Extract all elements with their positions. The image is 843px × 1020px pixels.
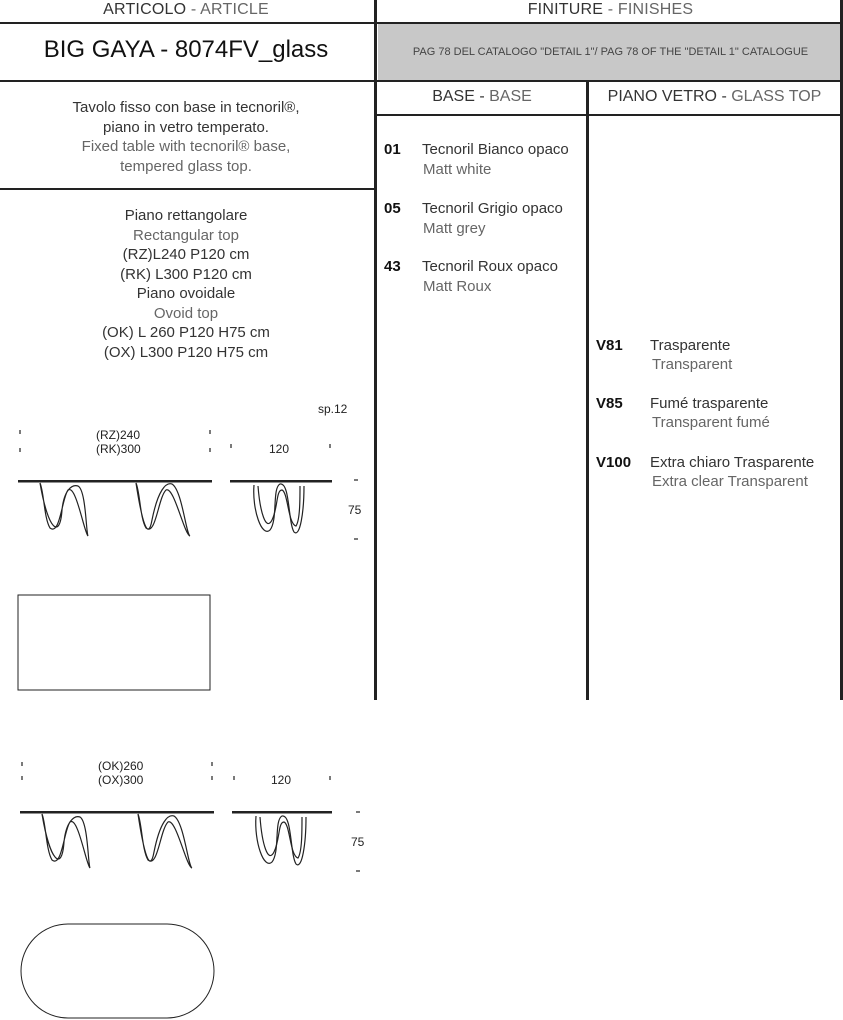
glass-finish-code: V85: [596, 395, 623, 412]
length-label-rz: (RZ)240: [96, 428, 141, 442]
length-label-ok: (OK)260: [98, 759, 144, 773]
product-title: BIG GAYA - 8074FV_glass: [43, 36, 329, 63]
ovoid-top-en: Ovoid top: [153, 304, 219, 322]
column-header-divider: [376, 114, 842, 116]
glass-finish-it: Trasparente: [650, 337, 731, 354]
catalog-reference: [378, 24, 843, 80]
base-finish-it: Tecnoril Roux opaco: [422, 258, 558, 275]
depth-label: 120: [271, 773, 292, 787]
depth-label: 120: [269, 442, 290, 456]
length-label-ox: (OX)300: [98, 773, 144, 787]
finishes-header-en: FINISHES: [617, 1, 694, 18]
rectangular-table-drawing: [0, 420, 372, 700]
description-divider: [0, 188, 374, 190]
finishes-vertical-divider: [586, 82, 589, 700]
base-finish-en: Matt white: [423, 161, 492, 178]
size-rz: (RZ)L240 P120 cm: [122, 246, 250, 263]
base-header-en: BASE: [489, 88, 532, 105]
glass-finish-code: V81: [596, 337, 623, 354]
main-vertical-divider: [374, 0, 377, 700]
base-finish-it: Tecnoril Bianco opaco: [422, 141, 569, 158]
size-list: [0, 206, 372, 362]
glass-finish-it: Fumé trasparente: [650, 395, 769, 412]
height-label: 75: [351, 835, 365, 849]
article-header: ARTICOLO - ARTICLE: [103, 1, 269, 18]
base-finish-it: Tecnoril Grigio opaco: [422, 200, 563, 217]
title-divider: [0, 80, 843, 82]
catalog-reference-text: PAG 78 DEL CATALOGO "DETAIL 1"/ PAG 78 OF THE "DETAIL 1" CATALOGUE: [412, 46, 809, 58]
base-finish-code: 43: [384, 258, 401, 275]
base-finish-en: Matt Roux: [423, 278, 492, 295]
ovoid-top-it: Piano ovoidale: [136, 285, 236, 302]
glass-finish-code: V100: [596, 454, 632, 471]
glass-finish-en: Transparent: [652, 356, 733, 373]
base-column-header: [378, 88, 586, 106]
glass-finish-en: Extra clear Transparent: [652, 473, 808, 490]
base-finish-code: 05: [384, 200, 401, 217]
glass-thickness-label: sp.12: [318, 402, 348, 416]
size-rk: (RK) L300 P120 cm: [120, 265, 252, 283]
glass-header-en: GLASS TOP: [731, 88, 822, 105]
ovoid-table-drawing: [0, 752, 372, 1020]
rect-top-it: Piano rettangolare: [124, 207, 248, 224]
glass-finish-en: Transparent fumé: [652, 414, 770, 431]
base-header-it: BASE -: [432, 88, 485, 105]
base-finish-en: Matt grey: [423, 220, 486, 237]
desc-en-line2: tempered glass top.: [120, 157, 252, 175]
desc-it-line2: piano in vetro temperato.: [103, 118, 269, 136]
desc-en-line1: Fixed table with tecnoril® base,: [81, 138, 291, 155]
glass-header-it: PIANO VETRO -: [607, 88, 727, 105]
product-description: [0, 98, 372, 176]
desc-it-line1: Tavolo fisso con base in tecnoril®,: [72, 99, 300, 116]
size-ok: (OK) L 260 P120 H75 cm: [102, 324, 270, 341]
article-header-it: ARTICOLO: [103, 1, 187, 18]
finishes-header-it: FINITURE: [527, 1, 604, 18]
glass-column-header: [589, 88, 840, 106]
length-label-rk: (RK)300: [96, 442, 141, 456]
article-header-en: ARTICLE: [200, 1, 269, 18]
rect-top-en: Rectangular top: [133, 226, 239, 244]
base-finish-code: 01: [384, 141, 401, 158]
finishes-header: FINITURE - FINISHES: [527, 1, 694, 18]
size-ox: (OX) L300 P120 H75 cm: [103, 343, 269, 361]
glass-finish-it: Extra chiaro Trasparente: [650, 454, 815, 471]
height-label: 75: [348, 503, 362, 517]
